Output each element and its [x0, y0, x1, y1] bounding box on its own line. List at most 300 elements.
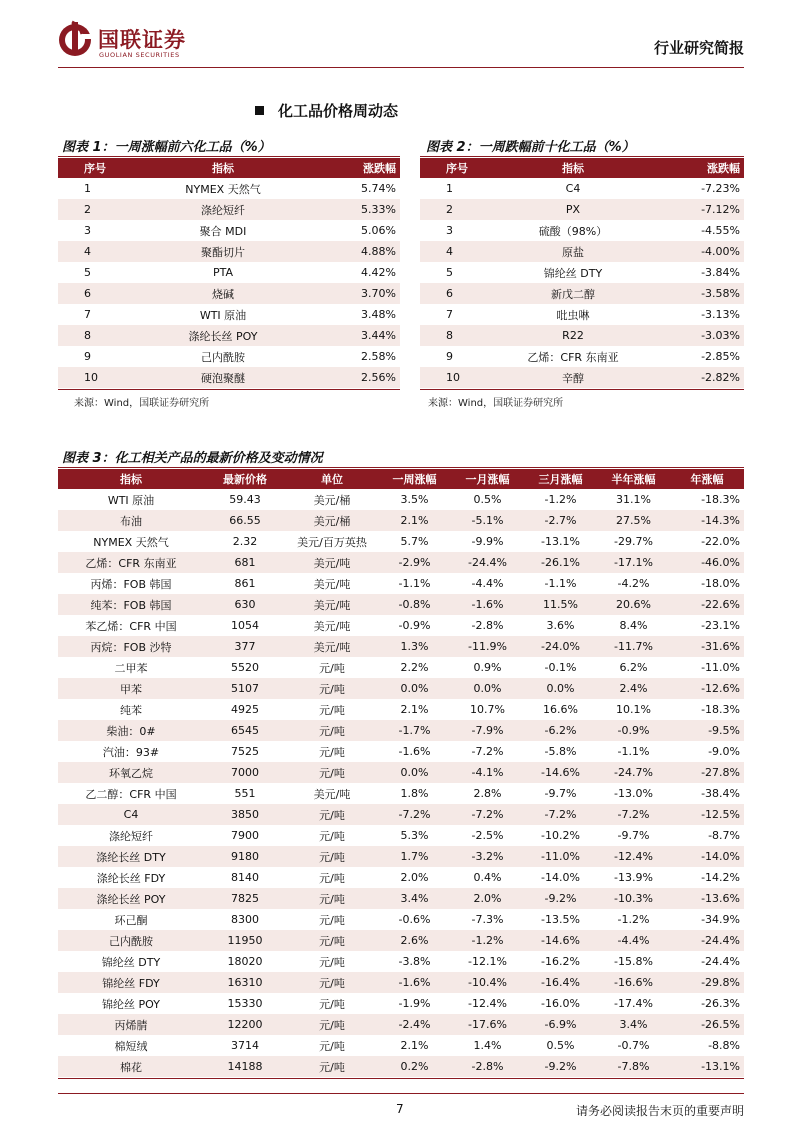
table-cell: 0.0%: [378, 678, 451, 699]
table-cell: -24.4%: [451, 552, 524, 573]
table-cell: -9.0%: [708, 745, 740, 758]
section-title-text: 化工品价格周动态: [278, 102, 399, 120]
table-cell: 元/吨: [319, 1039, 345, 1053]
table-cell: 2.2%: [400, 661, 429, 674]
table3-header-cell: 指标: [58, 469, 204, 489]
table3-header-cell: 一月涨幅: [451, 469, 524, 489]
report-type-label: 行业研究简报: [653, 39, 744, 57]
table-cell: -13.0%: [614, 787, 653, 800]
table-cell: 8140: [231, 871, 259, 884]
table-cell: -13.9%: [614, 871, 653, 884]
table-cell: 聚酯切片: [128, 241, 318, 262]
table1-bottom-rule: [58, 389, 400, 390]
table-cell: -7.3%: [471, 913, 504, 926]
table-row: [58, 367, 400, 388]
table-row: [58, 573, 744, 594]
table2-header-cell: 涨跌幅: [664, 158, 744, 178]
table-cell: 锦纶丝 DTY: [543, 266, 603, 280]
table3-header-cell: 一周涨幅: [378, 469, 451, 489]
table3-header-cell: 半年涨幅: [597, 469, 670, 489]
table-cell: -1.6%: [398, 745, 431, 758]
table-cell: 2.32: [232, 535, 258, 548]
table2-header-cell: 序号: [420, 158, 482, 178]
table-cell: 元/吨: [286, 930, 378, 951]
header-divider: [58, 67, 744, 68]
table2-header-cell: 指标: [482, 158, 664, 178]
table-cell: 15330: [227, 997, 263, 1010]
table-cell: 3.6%: [546, 619, 575, 632]
table-cell: 涤纶长丝 DTY: [58, 846, 204, 867]
table-cell: 己内酰胺: [201, 350, 245, 364]
table2-source: 来源：Wind，国联证券研究所: [428, 398, 564, 409]
table2-bottom-rule: [420, 389, 744, 390]
table-row: [58, 909, 744, 930]
table-cell: 59.43: [229, 493, 261, 506]
table-cell: 丙烯：FOB 韩国: [90, 577, 172, 591]
table-cell: 3: [84, 224, 91, 237]
table-cell: 7: [446, 308, 453, 321]
table-cell: 美元/吨: [286, 636, 378, 657]
logo-chinese-name: 国联证券: [98, 28, 186, 52]
table-cell: PX: [482, 199, 664, 220]
table-cell: -9.2%: [524, 1056, 597, 1077]
table-cell: 4.88%: [318, 241, 400, 262]
table-cell: 美元/吨: [313, 619, 351, 633]
table-cell: 棉短绒: [114, 1039, 148, 1053]
table-cell: -16.6%: [597, 972, 670, 993]
table-cell: 2.8%: [473, 787, 502, 800]
table3-header-row: [58, 469, 744, 489]
table-cell: 861: [234, 577, 256, 590]
table-cell: 涤纶长丝 POY: [128, 325, 318, 346]
footer-divider: [58, 1093, 744, 1094]
table-row: [58, 825, 744, 846]
table-cell: -23.1%: [701, 619, 740, 632]
table-cell: 元/吨: [319, 997, 345, 1011]
table-cell: 5.3%: [400, 829, 429, 842]
table-cell: -13.5%: [541, 913, 580, 926]
table-cell: 2: [420, 199, 482, 220]
table-row: [420, 283, 744, 304]
table-cell: 美元/吨: [286, 552, 378, 573]
table-cell: 2.56%: [318, 367, 400, 388]
table-cell: -14.0%: [670, 846, 744, 867]
section-title: [255, 100, 398, 121]
table1-body: [58, 178, 400, 388]
table-row: [58, 888, 744, 909]
table-cell: -0.9%: [398, 619, 431, 632]
table-row: [58, 594, 744, 615]
table-cell: -13.1%: [541, 535, 580, 548]
table-cell: 聚合 MDI: [199, 224, 247, 238]
table-cell: 元/吨: [319, 829, 345, 843]
table-cell: 美元/吨: [313, 787, 351, 801]
table-row: [420, 199, 744, 220]
table-row: [58, 636, 744, 657]
table-cell: -3.8%: [398, 955, 431, 968]
table-cell: 元/吨: [286, 1014, 378, 1035]
table-cell: -26.1%: [524, 552, 597, 573]
table-cell: -4.00%: [664, 241, 744, 262]
company-logo: [58, 20, 208, 62]
table1-header-row: [58, 158, 400, 178]
table-cell: 柴油：0#: [58, 720, 204, 741]
table-cell: -14.2%: [701, 871, 740, 884]
table-cell: 0.4%: [473, 871, 502, 884]
table-row: [58, 304, 400, 325]
table-cell: -11.7%: [597, 636, 670, 657]
table-cell: 元/吨: [286, 804, 378, 825]
table-row: [58, 762, 744, 783]
table-cell: -24.4%: [670, 930, 744, 951]
table3-body: [58, 489, 744, 1077]
table1-header-cell: 指标: [128, 158, 318, 178]
table-cell: -1.7%: [378, 720, 451, 741]
table-cell: 乙烯：CFR 东南亚: [527, 350, 619, 364]
table-cell: -5.8%: [544, 745, 577, 758]
table-cell: 10.7%: [470, 703, 505, 716]
table-cell: -22.6%: [670, 594, 744, 615]
table1-source: 来源：Wind，国联证券研究所: [74, 398, 210, 409]
table-cell: 5: [446, 266, 453, 279]
table3-header-cell: 年涨幅: [670, 469, 744, 489]
table-cell: 元/吨: [286, 762, 378, 783]
table-cell: 二甲苯: [114, 661, 148, 675]
table-cell: 6: [420, 283, 482, 304]
table-cell: -8.7%: [708, 829, 740, 842]
price-changes-table: [58, 469, 744, 1077]
table-cell: -38.4%: [701, 787, 740, 800]
table-cell: 3.4%: [597, 1014, 670, 1035]
table-cell: -29.8%: [670, 972, 744, 993]
table-cell: 4: [58, 241, 128, 262]
table-row: [58, 325, 400, 346]
table-cell: -7.9%: [451, 720, 524, 741]
table-cell: 锦纶丝 POY: [102, 997, 160, 1011]
table-cell: WTI 原油: [107, 493, 155, 507]
table-cell: -2.7%: [524, 510, 597, 531]
table-cell: 1.4%: [473, 1039, 502, 1052]
table-row: [58, 720, 744, 741]
table-cell: -26.5%: [670, 1014, 744, 1035]
table-cell: -9.2%: [524, 888, 597, 909]
table-cell: -18.3%: [701, 703, 740, 716]
table-cell: 乙烯：CFR 东南亚: [58, 552, 204, 573]
table-row: [58, 804, 744, 825]
table-cell: 8: [420, 325, 482, 346]
table-cell: 6: [58, 283, 128, 304]
table-cell: -13.6%: [670, 888, 744, 909]
table3-header-cell: 三月涨幅: [524, 469, 597, 489]
table-cell: 2.1%: [400, 703, 429, 716]
table-cell: 美元/桶: [313, 493, 351, 507]
table-cell: -12.4%: [597, 846, 670, 867]
table-cell: 0.2%: [378, 1056, 451, 1077]
table-cell: 14188: [204, 1056, 286, 1077]
table-row: [58, 1014, 744, 1035]
table-cell: -2.9%: [378, 552, 451, 573]
table-cell: 汽油：93#: [102, 745, 160, 759]
table-cell: PTA: [212, 266, 234, 279]
table-cell: -0.7%: [617, 1039, 650, 1052]
table-cell: 10: [58, 367, 128, 388]
table-row: [58, 346, 400, 367]
table-cell: -7.2%: [378, 804, 451, 825]
table-cell: -14.3%: [670, 510, 744, 531]
table-cell: -1.1%: [617, 745, 650, 758]
table-cell: -24.7%: [597, 762, 670, 783]
table-cell: -7.2%: [597, 804, 670, 825]
table-cell: 1054: [231, 619, 259, 632]
table-cell: 0.0%: [524, 678, 597, 699]
table3-caption: 图表 3：化工相关产品的最新价格及变动情况: [62, 451, 323, 466]
table-cell: -17.4%: [614, 997, 653, 1010]
table1-caption: 图表 1：一周涨幅前六化工品（%）: [62, 140, 271, 155]
table2-caption: 图表 2：一周跌幅前十化工品（%）: [426, 140, 635, 155]
table-row: [420, 367, 744, 388]
table-cell: 10: [420, 367, 482, 388]
table-cell: 布油: [58, 510, 204, 531]
table-cell: 元/吨: [286, 846, 378, 867]
table-cell: 元/吨: [319, 745, 345, 759]
table-cell: 4: [420, 241, 482, 262]
table-cell: 2: [58, 199, 128, 220]
table-row: [58, 930, 744, 951]
table-cell: -2.5%: [471, 829, 504, 842]
table-cell: -4.4%: [471, 577, 504, 590]
table-cell: -7.2%: [451, 804, 524, 825]
table-cell: 涤纶短纤: [128, 199, 318, 220]
table-row: [58, 510, 744, 531]
table-row: [420, 220, 744, 241]
table-cell: -9.7%: [544, 787, 577, 800]
table-cell: 5107: [204, 678, 286, 699]
table-cell: 元/吨: [286, 972, 378, 993]
table-cell: -3.13%: [701, 308, 740, 321]
table-cell: -17.6%: [451, 1014, 524, 1035]
table-cell: 66.55: [204, 510, 286, 531]
table-row: [58, 615, 744, 636]
table-cell: -18.0%: [701, 577, 740, 590]
table-cell: 3.48%: [361, 308, 396, 321]
table-cell: -7.8%: [597, 1056, 670, 1077]
table-cell: 3: [446, 224, 453, 237]
table-cell: -1.1%: [398, 577, 431, 590]
table-cell: -14.0%: [541, 871, 580, 884]
table-cell: -22.0%: [701, 535, 740, 548]
table-cell: 0.0%: [451, 678, 524, 699]
table-row: [420, 325, 744, 346]
table-cell: C4: [58, 804, 204, 825]
table-row: [58, 241, 400, 262]
table-cell: -3.03%: [664, 325, 744, 346]
table-cell: -9.7%: [617, 829, 650, 842]
table-cell: 20.6%: [597, 594, 670, 615]
table-cell: 18020: [227, 955, 263, 968]
table-cell: -1.2%: [617, 913, 650, 926]
table3-header-cell: 单位: [286, 469, 378, 489]
table-row: [58, 1035, 744, 1056]
table-cell: 甲苯: [58, 678, 204, 699]
table-cell: -29.7%: [614, 535, 653, 548]
table-cell: 美元/吨: [313, 577, 351, 591]
table-cell: -10.2%: [541, 829, 580, 842]
table-cell: 0.5%: [473, 493, 502, 506]
table-cell: -11.0%: [701, 661, 740, 674]
table-cell: 9: [84, 350, 91, 363]
table-cell: -1.6%: [451, 594, 524, 615]
table-cell: 2.1%: [400, 1039, 429, 1052]
table-cell: -6.2%: [524, 720, 597, 741]
table-cell: -12.6%: [670, 678, 744, 699]
table-row: [420, 178, 744, 199]
table-cell: 美元/吨: [286, 594, 378, 615]
table-cell: 1.3%: [378, 636, 451, 657]
table-cell: 3714: [231, 1039, 259, 1052]
table-cell: -0.9%: [597, 720, 670, 741]
table-cell: 辛醇: [482, 367, 664, 388]
table1-header-cell: 序号: [58, 158, 128, 178]
table-cell: 3.44%: [318, 325, 400, 346]
table-cell: 新戊二醇: [482, 283, 664, 304]
table-row: [58, 951, 744, 972]
table-row: [420, 241, 744, 262]
table-cell: -0.8%: [378, 594, 451, 615]
table-row: [58, 178, 400, 199]
table-row: [58, 657, 744, 678]
table-cell: 美元/百万英热: [297, 535, 367, 549]
table-row: [58, 283, 400, 304]
table-cell: 551: [234, 787, 256, 800]
table2-body: [420, 178, 744, 388]
table-cell: 苯乙烯：CFR 中国: [85, 619, 177, 633]
table-cell: -10.4%: [451, 972, 524, 993]
table-cell: -26.3%: [701, 997, 740, 1010]
table-row: [58, 1056, 744, 1077]
table-cell: 5: [84, 266, 91, 279]
table-cell: 1: [84, 182, 91, 195]
table-cell: 烧碱: [128, 283, 318, 304]
table-cell: -15.8%: [614, 955, 653, 968]
table-cell: 环己酮: [114, 913, 148, 927]
table-cell: 3.70%: [318, 283, 400, 304]
table-cell: 锦纶丝 DTY: [101, 955, 161, 969]
table-cell: -1.6%: [378, 972, 451, 993]
table-row: [58, 993, 744, 1014]
table-cell: -24.0%: [524, 636, 597, 657]
top-losers-table: [420, 158, 744, 388]
table-cell: 棉花: [58, 1056, 204, 1077]
table-cell: -3.58%: [664, 283, 744, 304]
table-cell: 2.6%: [378, 930, 451, 951]
table-cell: 16.6%: [543, 703, 578, 716]
table-cell: 纯苯：FOB 韩国: [58, 594, 204, 615]
table-cell: 0.0%: [378, 762, 451, 783]
table-cell: 己内酰胺: [58, 930, 204, 951]
guolian-logo-icon: [58, 20, 94, 58]
table-cell: 681: [204, 552, 286, 573]
table-cell: 5.74%: [361, 182, 396, 195]
table-cell: -9.9%: [471, 535, 504, 548]
table-cell: 4925: [231, 703, 259, 716]
table-cell: 元/吨: [286, 1056, 378, 1077]
table-cell: -3.84%: [701, 266, 740, 279]
table-row: [58, 783, 744, 804]
table-cell: -27.8%: [670, 762, 744, 783]
table2-caption-rule: [420, 156, 744, 157]
table-cell: 27.5%: [597, 510, 670, 531]
table-cell: 11950: [204, 930, 286, 951]
table-cell: -7.2%: [524, 804, 597, 825]
table-cell: 美元/桶: [286, 510, 378, 531]
table-cell: -2.82%: [664, 367, 744, 388]
table2-header-row: [420, 158, 744, 178]
table-cell: 7825: [204, 888, 286, 909]
table-row: [420, 346, 744, 367]
table-cell: 2.58%: [361, 350, 396, 363]
table-cell: -18.3%: [701, 493, 740, 506]
table-cell: 12200: [204, 1014, 286, 1035]
table-cell: -3.2%: [451, 846, 524, 867]
table-cell: 3.4%: [378, 888, 451, 909]
table-cell: 元/吨: [319, 955, 345, 969]
table-row: [58, 220, 400, 241]
table-cell: 16310: [204, 972, 286, 993]
table-cell: 吡虫啉: [556, 308, 590, 322]
table-row: [58, 262, 400, 283]
table-cell: 5.7%: [400, 535, 429, 548]
table-cell: 原盐: [482, 241, 664, 262]
table3-header-cell: 最新价格: [204, 469, 286, 489]
table-cell: -7.12%: [664, 199, 744, 220]
table-cell: -4.55%: [701, 224, 740, 237]
table-cell: 元/吨: [319, 703, 345, 717]
table-cell: -9.5%: [670, 720, 744, 741]
table-cell: C4: [565, 182, 581, 195]
table-cell: -1.2%: [451, 930, 524, 951]
table-cell: 7000: [204, 762, 286, 783]
table3-caption-rule: [58, 467, 744, 468]
table-cell: 10.1%: [616, 703, 651, 716]
table-row: [58, 846, 744, 867]
table-cell: -12.4%: [468, 997, 507, 1010]
table-row: [58, 199, 400, 220]
table-cell: 丙烯腈: [58, 1014, 204, 1035]
table-cell: -8.8%: [708, 1039, 740, 1052]
table-cell: 7900: [231, 829, 259, 842]
table-cell: NYMEX 天然气: [93, 535, 169, 549]
table-row: [58, 531, 744, 552]
table-cell: 元/吨: [319, 871, 345, 885]
table-row: [58, 867, 744, 888]
table-cell: 乙二醇：CFR 中国: [85, 787, 177, 801]
table-cell: -5.1%: [451, 510, 524, 531]
table-cell: 9: [446, 350, 453, 363]
table-row: [420, 304, 744, 325]
table-cell: 元/吨: [286, 678, 378, 699]
table-cell: -4.2%: [617, 577, 650, 590]
table-cell: 5.33%: [318, 199, 400, 220]
table-cell: 8300: [231, 913, 259, 926]
table-cell: -34.9%: [701, 913, 740, 926]
table-cell: 环氧乙烷: [58, 762, 204, 783]
table-cell: -16.0%: [541, 997, 580, 1010]
table-cell: -10.3%: [597, 888, 670, 909]
table-row: [58, 741, 744, 762]
table-cell: 元/吨: [286, 888, 378, 909]
table-cell: 丙烷：FOB 沙特: [58, 636, 204, 657]
table-cell: -1.2%: [544, 493, 577, 506]
